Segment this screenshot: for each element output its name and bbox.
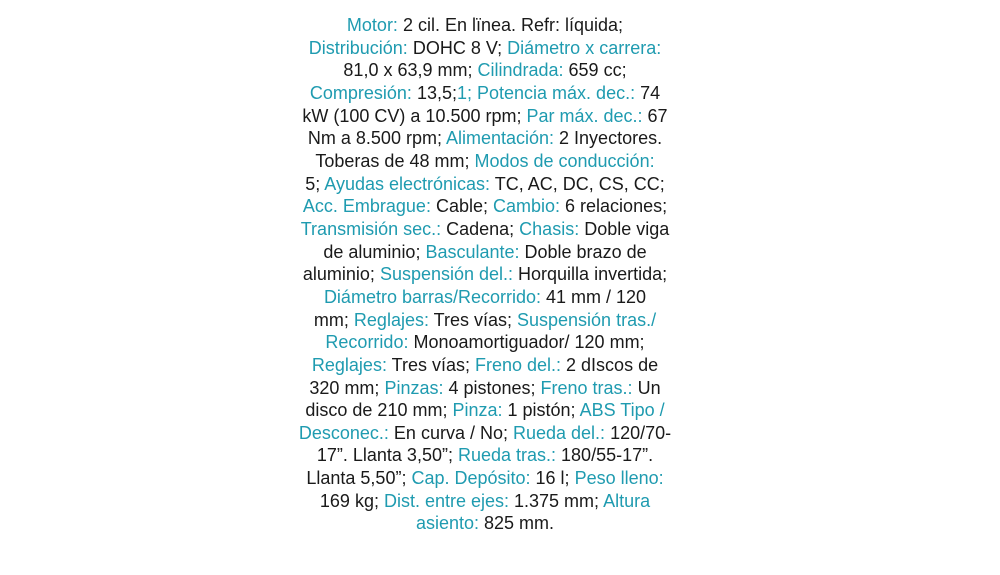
spec-value: kW (100 CV) a 10.500 rpm; (302, 105, 527, 126)
spec-value: Doble brazo de (519, 241, 647, 262)
spec-value: 825 mm. (479, 513, 555, 534)
spec-value: Tres vías; (386, 354, 475, 375)
spec-label: Desconec.: (298, 422, 389, 443)
spec-label: Alimentación: (445, 128, 555, 149)
spec-line (270, 127, 700, 150)
spec-value: 16 l; (530, 468, 575, 489)
spec-line (270, 105, 700, 128)
spec-label: Peso lleno: (574, 468, 664, 489)
spec-value: Doble viga (579, 218, 670, 239)
spec-value: Monoamortiguador/ 120 mm; (408, 332, 645, 353)
spec-value: 120/70- (605, 422, 672, 443)
spec-label: Chasis: (519, 218, 580, 239)
spec-value: 67 (642, 105, 668, 126)
spec-label: Basculante: (425, 241, 520, 262)
spec-value: Nm a 8.500 rpm; (307, 128, 446, 149)
spec-label: Compresión: (309, 82, 412, 103)
spec-label: Diámetro x carrera: (507, 37, 662, 58)
spec-line (270, 195, 700, 218)
spec-label: Cilindrada: (477, 60, 564, 81)
spec-value: 4 pistones; (443, 377, 541, 398)
spec-value: Cable; (430, 196, 493, 217)
spec-label: Distribución: (308, 37, 408, 58)
spec-line (270, 37, 700, 60)
spec-value: mm; (313, 309, 354, 330)
spec-value: aluminio; (302, 264, 380, 285)
spec-value: Horquilla invertida; (513, 264, 668, 285)
spec-line (270, 173, 700, 196)
spec-value: de aluminio; (323, 241, 426, 262)
spec-line (270, 422, 700, 445)
spec-value: 41 mm / 120 (541, 286, 647, 307)
spec-label: ABS Tipo / (579, 400, 665, 421)
spec-label: asiento: (415, 513, 479, 534)
spec-label: Modos de conducción: (474, 150, 655, 171)
spec-line (270, 354, 700, 377)
spec-value: 1.375 mm; (509, 490, 604, 511)
spec-value: Tres vías; (428, 309, 517, 330)
spec-line (270, 399, 700, 422)
spec-label: Par máx. dec.: (526, 105, 643, 126)
spec-label: Dist. entre ejes: (383, 490, 510, 511)
spec-label: Suspensión del.: (379, 264, 514, 285)
spec-label: Reglajes: (311, 354, 387, 375)
spec-value: 74 (635, 82, 661, 103)
spec-line (270, 331, 700, 354)
spec-label: 1; Potencia máx. dec.: (456, 82, 636, 103)
spec-value: Cadena; (441, 218, 520, 239)
spec-label: Acc. Embrague: (302, 196, 431, 217)
spec-label: Transmisión sec.: (300, 218, 442, 239)
spec-line (270, 59, 700, 82)
spec-label: Freno del.: (474, 354, 562, 375)
spec-value: 180/55-17”. (556, 445, 654, 466)
spec-label: Cap. Depósito: (411, 468, 531, 489)
spec-value: Toberas de 48 mm; (315, 150, 475, 171)
spec-value: Un (632, 377, 661, 398)
spec-value: DOHC 8 V; (407, 37, 508, 58)
spec-value: disco de 210 mm; (305, 400, 453, 421)
spec-value: 1 pistón; (502, 400, 580, 421)
spec-line (270, 14, 700, 37)
spec-value: 6 relaciones; (560, 196, 668, 217)
spec-label: Rueda del.: (512, 422, 606, 443)
spec-label: Motor: (346, 15, 398, 35)
spec-line (270, 218, 700, 241)
spec-label: Pinza: (452, 400, 503, 421)
spec-value: 2 cil. En lïnea. Refr: líquida; (397, 15, 624, 35)
spec-value: Llanta 5,50”; (306, 468, 412, 489)
spec-label: Freno tras.: (540, 377, 633, 398)
spec-line (270, 82, 700, 105)
spec-line (270, 150, 700, 173)
spec-value: TC, AC, DC, CS, CC; (490, 173, 665, 194)
spec-value: 169 kg; (319, 490, 384, 511)
spec-value: 5; (305, 173, 325, 194)
spec-value: En curva / No; (388, 422, 513, 443)
spec-sheet (270, 14, 700, 535)
spec-line (270, 286, 700, 309)
spec-label: Reglajes: (353, 309, 429, 330)
spec-line (270, 490, 700, 513)
spec-value: 81,0 x 63,9 mm; (343, 60, 478, 81)
spec-label: Recorrido: (325, 332, 409, 353)
spec-label: Suspensión tras./ (517, 309, 657, 330)
spec-line (270, 467, 700, 490)
spec-value: 320 mm; (309, 377, 385, 398)
spec-label: Rueda tras.: (457, 445, 557, 466)
spec-line (270, 241, 700, 264)
spec-label: Ayudas electrónicas: (324, 173, 491, 194)
spec-label: Pinzas: (384, 377, 444, 398)
spec-line (270, 444, 700, 467)
spec-value: 2 dIscos de (561, 354, 659, 375)
spec-line (270, 309, 700, 332)
spec-label: Altura (603, 490, 651, 511)
spec-value: 13,5; (411, 82, 457, 103)
spec-line (270, 377, 700, 400)
spec-value: 2 Inyectores. (554, 128, 663, 149)
spec-line (270, 263, 700, 286)
spec-label: Diámetro barras/Recorrido: (323, 286, 542, 307)
spec-value: 659 cc; (563, 60, 627, 81)
spec-label: Cambio: (493, 196, 561, 217)
spec-value: 17”. Llanta 3,50”; (316, 445, 458, 466)
spec-line (270, 512, 700, 535)
